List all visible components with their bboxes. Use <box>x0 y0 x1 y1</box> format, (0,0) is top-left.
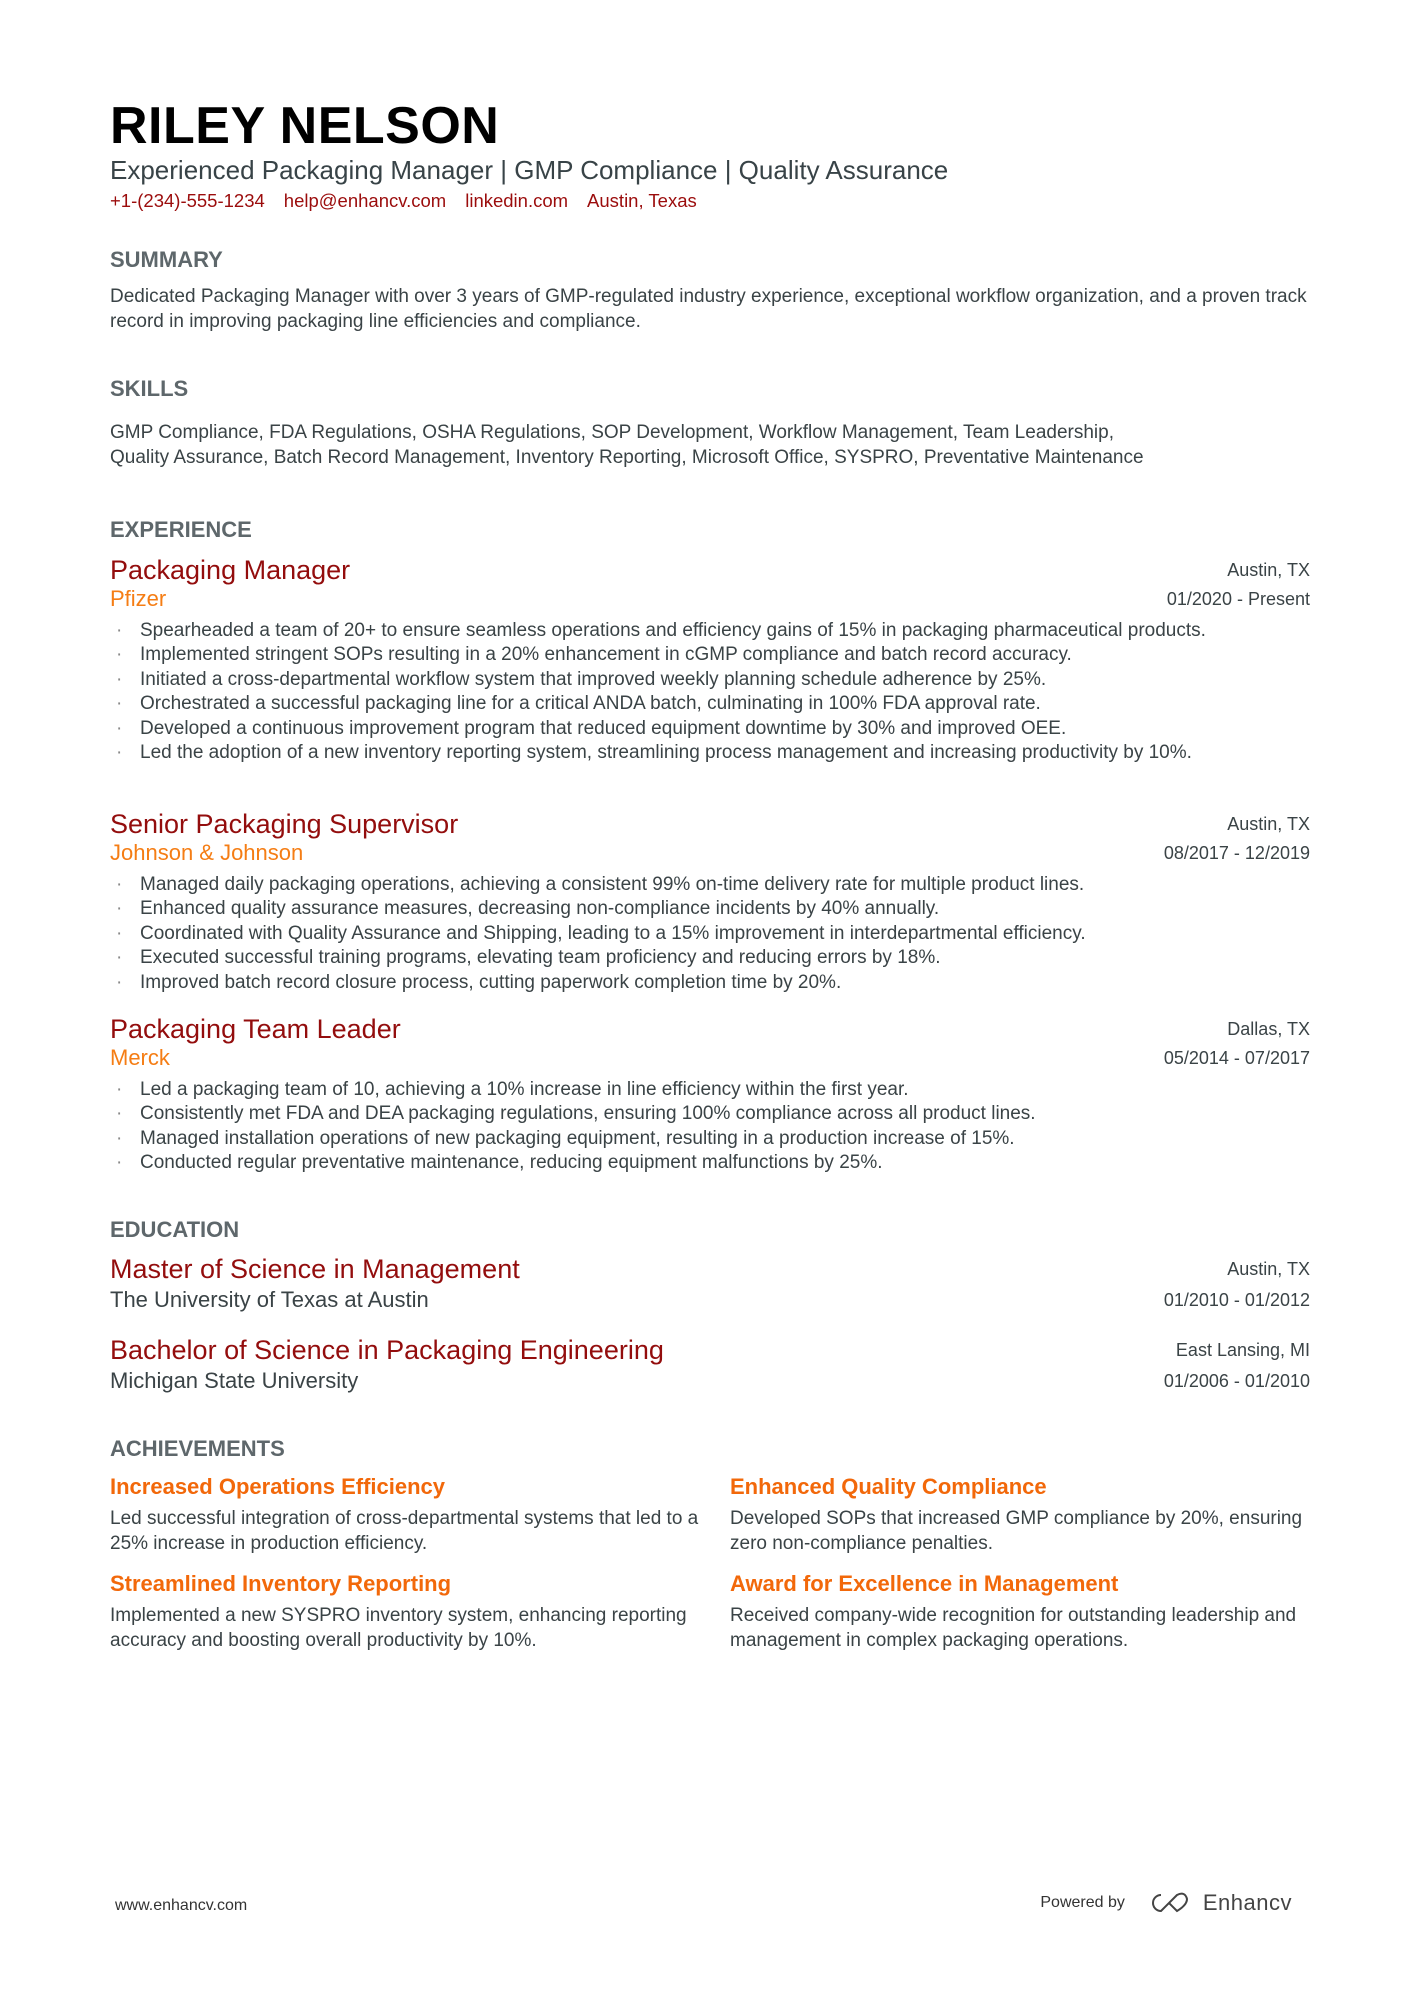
skills-section <box>110 375 1310 470</box>
company-name: Johnson & Johnson <box>110 840 304 865</box>
bullet: · Initiated a cross-departmental workflow system that improved weekly planning schedule adherence by 25%. <box>110 668 1310 692</box>
bullet: · Led the adoption of a new inventory reporting system, streamlining process management and increasing productivity by 10%. <box>110 741 1310 765</box>
bullet: · Enhanced quality assurance measures, decreasing non-compliance incidents by 40% annually. <box>110 897 1310 921</box>
footer-powered-by <box>1040 1890 1292 1916</box>
edu-location: East Lansing, MI <box>1175 1339 1310 1360</box>
section-heading: EDUCATION <box>110 1217 240 1242</box>
school-name: The University of Texas at Austin <box>110 1287 429 1312</box>
bullet: · Implemented stringent SOPs resulting in a 20% enhancement in cGMP compliance and batch record accuracy. <box>110 643 1310 667</box>
edu-location: Austin, TX <box>1227 1258 1310 1279</box>
candidate-headline: Experienced Packaging Manager | GMP Compliance | Quality Assurance <box>110 155 949 185</box>
contact-info <box>110 189 1310 213</box>
skills-line: Quality Assurance, Batch Record Management, Inventory Reporting, Microsoft Office, SYSPRO, Preventative Maintenance <box>110 446 1144 468</box>
job-dates: 05/2014 - 07/2017 <box>1163 1047 1310 1068</box>
achievement-title: Increased Operations Efficiency <box>110 1474 446 1499</box>
education-item <box>110 1334 1310 1396</box>
contact-linkedin[interactable]: linkedin.com <box>465 190 569 211</box>
bullet: · Managed installation operations of new packaging equipment, resulting in a production increase of 15%. <box>110 1127 1310 1151</box>
enhancv-logo-icon <box>1147 1891 1193 1915</box>
section-heading: SKILLS <box>110 376 189 401</box>
achievement-desc: Led successful integration of cross-departmental systems that led to a 25% increase in production efficiency. <box>110 1508 699 1554</box>
bullet: · Executed successful training programs, elevating team proficiency and reducing errors by 18%. <box>110 946 1310 970</box>
edu-dates: 01/2010 - 01/2012 <box>1163 1289 1310 1310</box>
job-bullets <box>110 1078 1310 1176</box>
achievement-desc: Developed SOPs that increased GMP compliance by 20%, ensuring zero non-compliance penalties. <box>730 1508 1303 1554</box>
bullet: · Spearheaded a team of 20+ to ensure seamless operations and efficiency gains of 15% in packaging pharmaceutical products. <box>110 619 1310 643</box>
experience-item <box>110 1013 1310 1176</box>
job-title: Packaging Team Leader <box>110 1014 401 1044</box>
contact-email[interactable]: help@enhancv.com <box>283 190 447 211</box>
summary-text: Dedicated Packaging Manager with over 3 years of GMP-regulated industry experience, exceptional workflow organization, and a proven track record in improving packaging line efficiencies and compliance. <box>110 286 1307 332</box>
company-name: Pfizer <box>110 586 167 611</box>
brand-name: Enhancv <box>1202 1890 1292 1915</box>
job-title: Senior Packaging Supervisor <box>110 809 459 839</box>
contact-phone[interactable]: +1-(234)-555-1234 <box>110 190 265 211</box>
section-heading: EXPERIENCE <box>110 517 252 542</box>
job-location: Dallas, TX <box>1227 1018 1310 1039</box>
experience-item <box>110 808 1310 995</box>
achievement-title: Enhanced Quality Compliance <box>730 1474 1047 1499</box>
degree: Bachelor of Science in Packaging Engineering <box>110 1335 664 1365</box>
job-bullets <box>110 619 1310 765</box>
achievement-item <box>730 1473 1310 1556</box>
job-location: Austin, TX <box>1227 559 1310 580</box>
achievement-title: Streamlined Inventory Reporting <box>110 1571 452 1596</box>
achievement-desc: Received company-wide recognition for outstanding leadership and management in complex packaging operations. <box>730 1605 1297 1651</box>
bullet: · Improved batch record closure process, cutting paperwork completion time by 20%. <box>110 971 1310 995</box>
summary-section <box>110 246 1310 334</box>
powered-by-label: Powered by <box>1040 1894 1125 1911</box>
job-dates: 01/2020 - Present <box>1166 588 1310 609</box>
bullet: · Orchestrated a successful packaging line for a critical ANDA batch, culminating in 100% FDA approval rate. <box>110 692 1310 716</box>
enhancv-logo[interactable] <box>1147 1890 1292 1916</box>
contact-location: Austin, Texas <box>587 190 697 211</box>
achievement-item <box>110 1570 730 1653</box>
achievement-title: Award for Excellence in Management <box>730 1571 1119 1596</box>
skills-line: GMP Compliance, FDA Regulations, OSHA Regulations, SOP Development, Workflow Management, Team Leadership, <box>110 422 1114 443</box>
company-name: Merck <box>110 1045 170 1070</box>
achievement-desc: Implemented a new SYSPRO inventory system, enhancing reporting accuracy and boosting overall productivity by 10%. <box>110 1605 687 1651</box>
job-title: Packaging Manager <box>110 555 351 585</box>
achievement-item <box>730 1570 1310 1653</box>
school-name: Michigan State University <box>110 1368 359 1393</box>
edu-dates: 01/2006 - 01/2010 <box>1163 1370 1310 1391</box>
job-dates: 08/2017 - 12/2019 <box>1163 842 1310 863</box>
skills-list <box>110 421 1310 470</box>
footer-website[interactable]: www.enhancv.com <box>115 1897 248 1914</box>
achievements-grid <box>110 1473 1310 1653</box>
bullet: · Consistently met FDA and DEA packaging regulations, ensuring 100% compliance across all product lines. <box>110 1102 1310 1126</box>
job-location: Austin, TX <box>1227 813 1310 834</box>
job-bullets <box>110 873 1310 995</box>
bullet: · Led a packaging team of 10, achieving a 10% increase in line efficiency within the first year. <box>110 1078 1310 1102</box>
bullet: · Conducted regular preventative maintenance, reducing equipment malfunctions by 25%. <box>110 1151 1310 1175</box>
education-item <box>110 1253 1310 1315</box>
bullet: · Managed daily packaging operations, achieving a consistent 99% on-time delivery rate for multiple product lines. <box>110 873 1310 897</box>
degree: Master of Science in Management <box>110 1254 520 1284</box>
candidate-name: RILEY NELSON <box>110 97 500 155</box>
bullet: · Coordinated with Quality Assurance and Shipping, leading to a 15% improvement in interdepartmental efficiency. <box>110 922 1310 946</box>
section-heading: ACHIEVEMENTS <box>110 1436 285 1461</box>
experience-item <box>110 554 1310 765</box>
bullet: · Developed a continuous improvement program that reduced equipment downtime by 30% and improved OEE. <box>110 717 1310 741</box>
section-heading: SUMMARY <box>110 247 223 272</box>
achievement-item <box>110 1473 730 1556</box>
